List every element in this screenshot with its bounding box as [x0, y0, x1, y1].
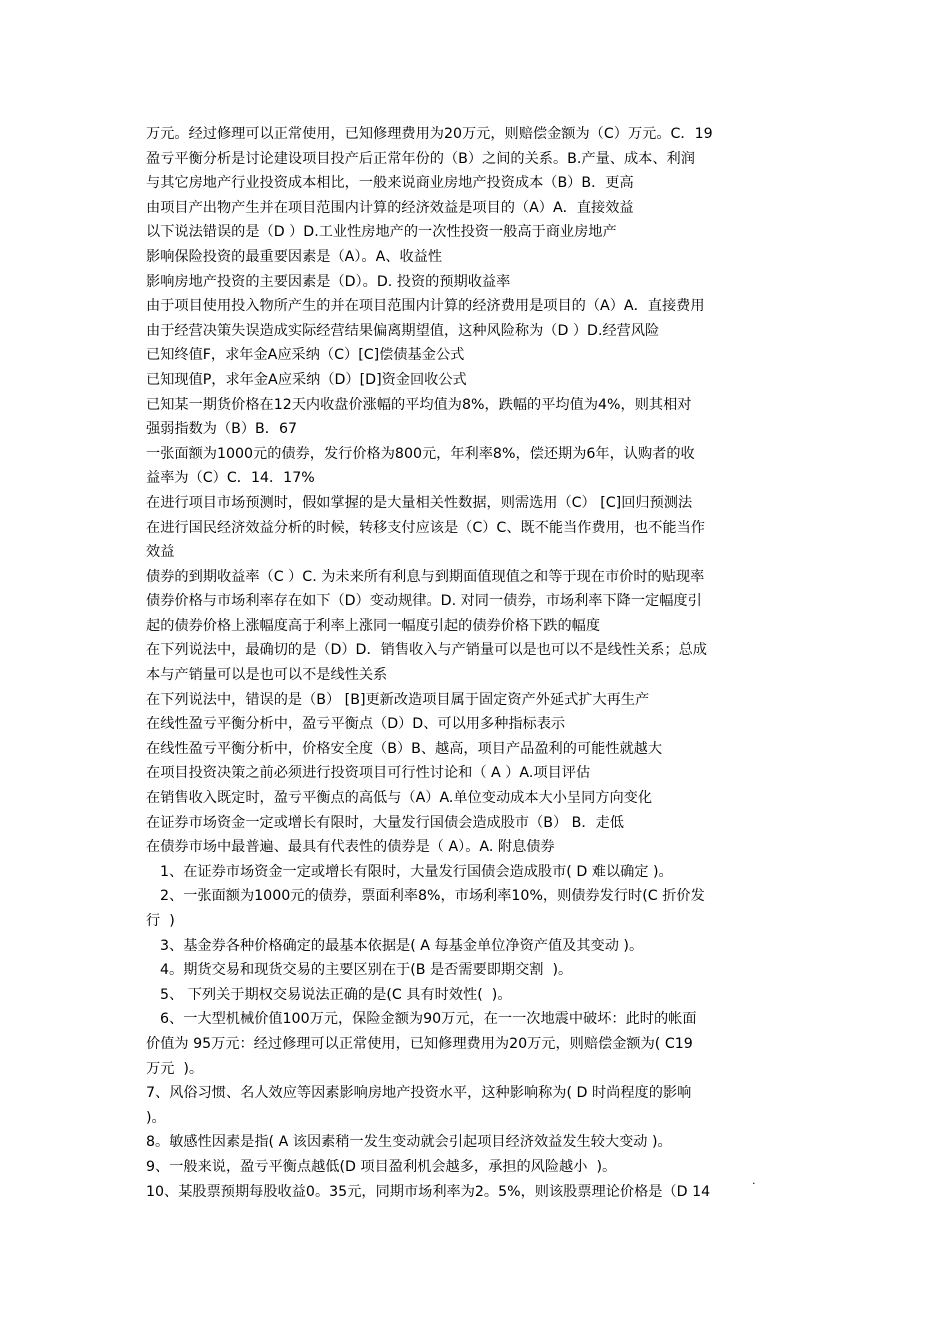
text-line: 一张面额为1000元的债券，发行价格为800元，年利率8%，偿还期为6年，认购者的收 [146, 445, 695, 462]
text-line: 价值为 95万元：经过修理可以正常使用，已知修理费用为20万元，则赔偿金额为( C19 [146, 1035, 693, 1052]
text-line: 在进行国民经济效益分析的时候，转移支付应该是（C）C、既不能当作费用，也不能当作 [146, 519, 705, 536]
text-line: 已知某一期货价格在12天内收盘价涨幅的平均值为8%，跌幅的平均值为4%，则其相对 [146, 396, 692, 413]
text-line: 以下说法错误的是（D ）D.工业性房地产的一次性投资一般高于商业房地产 [146, 224, 617, 241]
text-line: 本与产销量可以是也可以不是线性关系 [146, 667, 388, 684]
text-line: 在证券市场资金一定或增长有限时，大量发行国债会造成股市（B） B．走低 [146, 814, 624, 831]
text-line: 在线性盈亏平衡分析中，价格安全度（B）B、越高，项目产品盈利的可能性就越大 [146, 740, 663, 757]
text-line: 万元。经过修理可以正常使用，已知修理费用为20万元，则赔偿金额为（C）万元。C．19 [146, 126, 713, 142]
text-line: 影响房地产投资的主要因素是（D）。D. 投资的预期收益率 [146, 273, 511, 290]
text-line: 由项目产出物产生并在项目范围内计算的经济效益是项目的（A）A．直接效益 [146, 199, 634, 216]
text-line: 债券价格与市场利率存在如下（D）变动规律。D. 对同一债券，市场利率下降一定幅度引 [146, 593, 702, 610]
text-line: 与其它房地产行业投资成本相比，一般来说商业房地产投资成本（B）B．更高 [146, 175, 634, 192]
text-line: 在销售收入既定时，盈亏平衡点的高低与（A）A.单位变动成本大小呈同方向变化 [146, 790, 653, 807]
text-line: 1、在证券市场资金一定或增长有限时，大量发行国债会造成股市( D 难以确定 )。 [160, 863, 673, 880]
text-line: 强弱指数为（B）B．67 [146, 421, 298, 438]
text-line: )。 [146, 1109, 166, 1126]
text-line: 5、 下列关于期权交易说法正确的是(C 具有时效性( )。 [160, 986, 512, 1003]
text-line: 7、风俗习惯、名人效应等因素影响房地产投资水平，这种影响称为( D 时尚程度的影响 [146, 1085, 692, 1102]
text-line: 4。期货交易和现货交易的主要区别在于(B 是否需要即期交割 )。 [160, 962, 573, 979]
text-line: 由于经营决策失误造成实际经营结果偏离期望值，这种风险称为（D ）D.经营风险 [146, 322, 660, 339]
stray-dot: · [752, 1177, 756, 1190]
text-line: 8。敏感性因素是指( A 该因素稍一发生变动就会引起项目经济效益发生较大变动 )。 [146, 1134, 672, 1151]
text-line: 起的债券价格上涨幅度高于利率上涨同一幅度引起的债券价格下跌的幅度 [146, 617, 601, 634]
document-body [146, 122, 810, 1204]
text-line: 9、一般来说，盈亏平衡点越低(D 项目盈利机会越多，承担的风险越小 )。 [146, 1158, 617, 1175]
text-line: 影响保险投资的最重要因素是（A）。A、收益性 [146, 248, 443, 265]
text-line: 在进行项目市场预测时，假如掌握的是大量相关性数据，则需选用（C） [C]回归预测法 [146, 494, 693, 511]
text-line: 在下列说法中，最确切的是（D）D．销售收入与产销量可以是也可以不是线性关系；总成 [146, 642, 707, 659]
text-line: 在债券市场中最普遍、最具有代表性的债券是（ A）。A. 附息债券 [146, 839, 555, 856]
text-line: 在线性盈亏平衡分析中，盈亏平衡点（D）D、可以用多种指标表示 [146, 716, 566, 733]
text-line: 2、一张面额为1000元的债券，票面利率8%，市场利率10%，则债券发行时(C 折价发 [160, 888, 705, 905]
text-line: 已知现值P，求年金A应采纳（D）[D]资金回收公式 [146, 371, 467, 388]
text-line: 10、某股票预期每股收益0。35元，同期市场利率为2。5%，则该股票理论价格是（D 14 [146, 1183, 711, 1200]
text-line: 盈亏平衡分析是讨论建设项目投产后正常年份的（B）之间的关系。B.产量、成本、利润 [146, 150, 695, 167]
text-line: 行 ) [146, 913, 175, 929]
text-line: 万元 )。 [146, 1060, 204, 1077]
text-line: 3、基金券各种价格确定的最基本依据是( A 每基金单位净资产值及其变动 )。 [160, 937, 644, 954]
text-line: 已知终值F，求年金A应采纳（C）[C]偿债基金公式 [146, 347, 465, 364]
text-line: 由于项目使用投入物所产生的并在项目范围内计算的经济费用是项目的（A）A．直接费用 [146, 298, 705, 315]
text-line: 6、一大型机械价值100万元，保险金额为90万元，在一一次地震中破坏：此时的帐面 [160, 1011, 697, 1028]
text-line: 在项目投资决策之前必须进行投资项目可行性讨论和（ A ）A.项目评估 [146, 765, 591, 782]
text-line: 效益 [146, 544, 175, 561]
text-line: 益率为（C）C．14．17% [146, 470, 315, 487]
text-line: 在下列说法中，错误的是（B） [B]更新改造项目属于固定资产外延式扩大再生产 [146, 691, 650, 708]
text-line: 债券的到期收益率（C ）C. 为未来所有利息与到期面值现值之和等于现在市价时的贴现率 [146, 568, 705, 585]
